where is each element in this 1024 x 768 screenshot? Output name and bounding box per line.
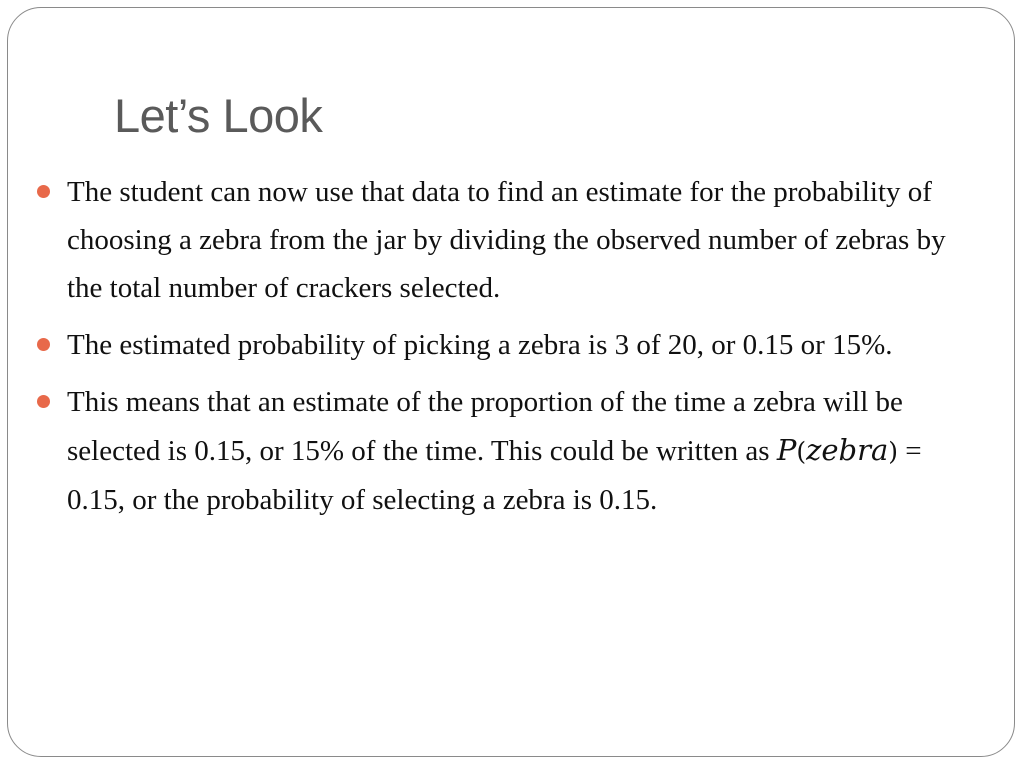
bullet-item: [0, 321, 977, 369]
bullet-item: [0, 168, 977, 312]
bullet-text: The student can now use that data to find an estimate for the probability of choosing a zebra from the jar by dividing the observed number of zebras by the total number of crackers selected.: [67, 176, 946, 304]
bullet-text: The estimated probability of picking a zebra is 3 of 20, or 0.15 or 15%.: [67, 329, 893, 361]
math-variable-zebra: zebra: [806, 433, 889, 467]
bullet-dot-icon: [37, 395, 50, 408]
bullet-list: [0, 168, 1024, 533]
bullet-item: [0, 378, 977, 524]
bullet-text-continued: = 0.15, or the probability of selecting a zebra is 0.15.: [67, 435, 922, 516]
slide-title: Let’s Look: [114, 89, 323, 142]
bullet-text: This means that an estimate of the proportion of the time a zebra will be selected is 0.15, or 15% of the time. This could be written as: [67, 386, 903, 467]
math-function-p: P: [776, 433, 797, 467]
bullet-dot-icon: [37, 338, 50, 351]
math-close-paren: ): [888, 437, 899, 466]
bullet-dot-icon: [37, 185, 50, 198]
math-open-paren: (: [796, 437, 807, 466]
